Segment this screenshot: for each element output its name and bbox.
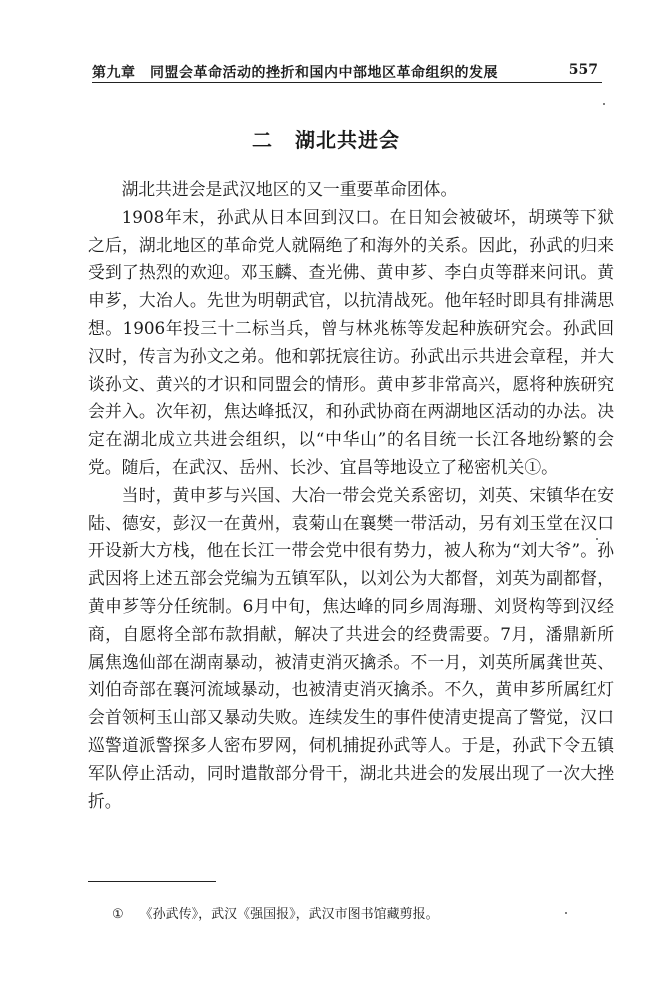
footnote-text: 《孙武传》，武汉《强国报》，武汉市图书馆藏剪报。 [139,907,439,922]
section-heading [0,124,652,153]
page-number: 557 [568,62,598,78]
running-header [92,60,602,83]
scan-speck [603,103,605,105]
chapter-title: 第九章 同盟会革命活动的挫折和国内中部地区革命组织的发展 [92,65,498,81]
scan-speck [565,912,567,914]
section-title: 湖北共进会 [295,128,400,152]
paragraph: 湖北共进会是武汉地区的又一重要革命团体。 [121,179,458,199]
section-number: 二 [252,128,273,152]
paragraph: 当时，黄申芗与兴国、大冶一带会党关系密切，刘英、宋镇华在安陆、德安，彭汉一在黄州，袁菊山在襄樊一带活动，另有刘玉堂在汉口开设新大方栈，他在长江一带会党中很有势力，被人称为“刘大爷”。孙武因将上述五部会党编为五镇军队，以刘公为大都督，刘英为副都督，黄申芗等分任统制。6月中旬，焦达峰的同乡周海珊、刘贤构等到汉经商，自愿将全部布款捐献，解决了共进会的经费需要。7月，潘鼎新所属焦逸仙部在湖南暴动，被清吏消灭擒杀。不一月，刘英所属龚世英、刘伯奇部在襄河流域暴动，也被清吏消灭擒杀。不久，黄申芗所属红灯会首领柯玉山部又暴动失败。连续发生的事件使清吏提高了警觉，汉口巡警道派警探多人密布罗网，伺机捕捉孙武等人。于是，孙武下令五镇军队停止活动，同时遣散部分骨干，湖北共进会的发展出现了一次大挫折。 [88,484,614,811]
body-text [88,176,614,815]
footnote-mark: ① [112,907,124,922]
scan-speck [596,538,598,540]
paragraph: 1908年末，孙武从日本回到汉口。在日知会被破坏，胡瑛等下狱之后，湖北地区的革命党人就隔绝了和海外的关系。因此，孙武的归来受到了热烈的欢迎。邓玉麟、查光佛、黄申芗、李白贞等群来问讯。黄申芗，大冶人。先世为明朝武官，以抗清战死。他年轻时即具有排满思想。1906年投三十二标当兵，曾与林兆栋等发起种族研究会。孙武回汉时，传言为孙文之弟。他和郭抚宸往访。孙武出示共进会章程，并大谈孙文、黄兴的才识和同盟会的情形。黄申芗非常高兴，愿将种族研究会并入。次年初，焦达峰抵汉，和孙武协商在两湖地区活动的办法。决定在湖北成立共进会组织，以“中华山”的名目统一长江各地纷繁的会党。随后，在武汉、岳州、长沙、宜昌等地设立了秘密机关①。 [88,206,614,477]
footnote-divider [88,881,216,882]
footnote [112,903,439,922]
